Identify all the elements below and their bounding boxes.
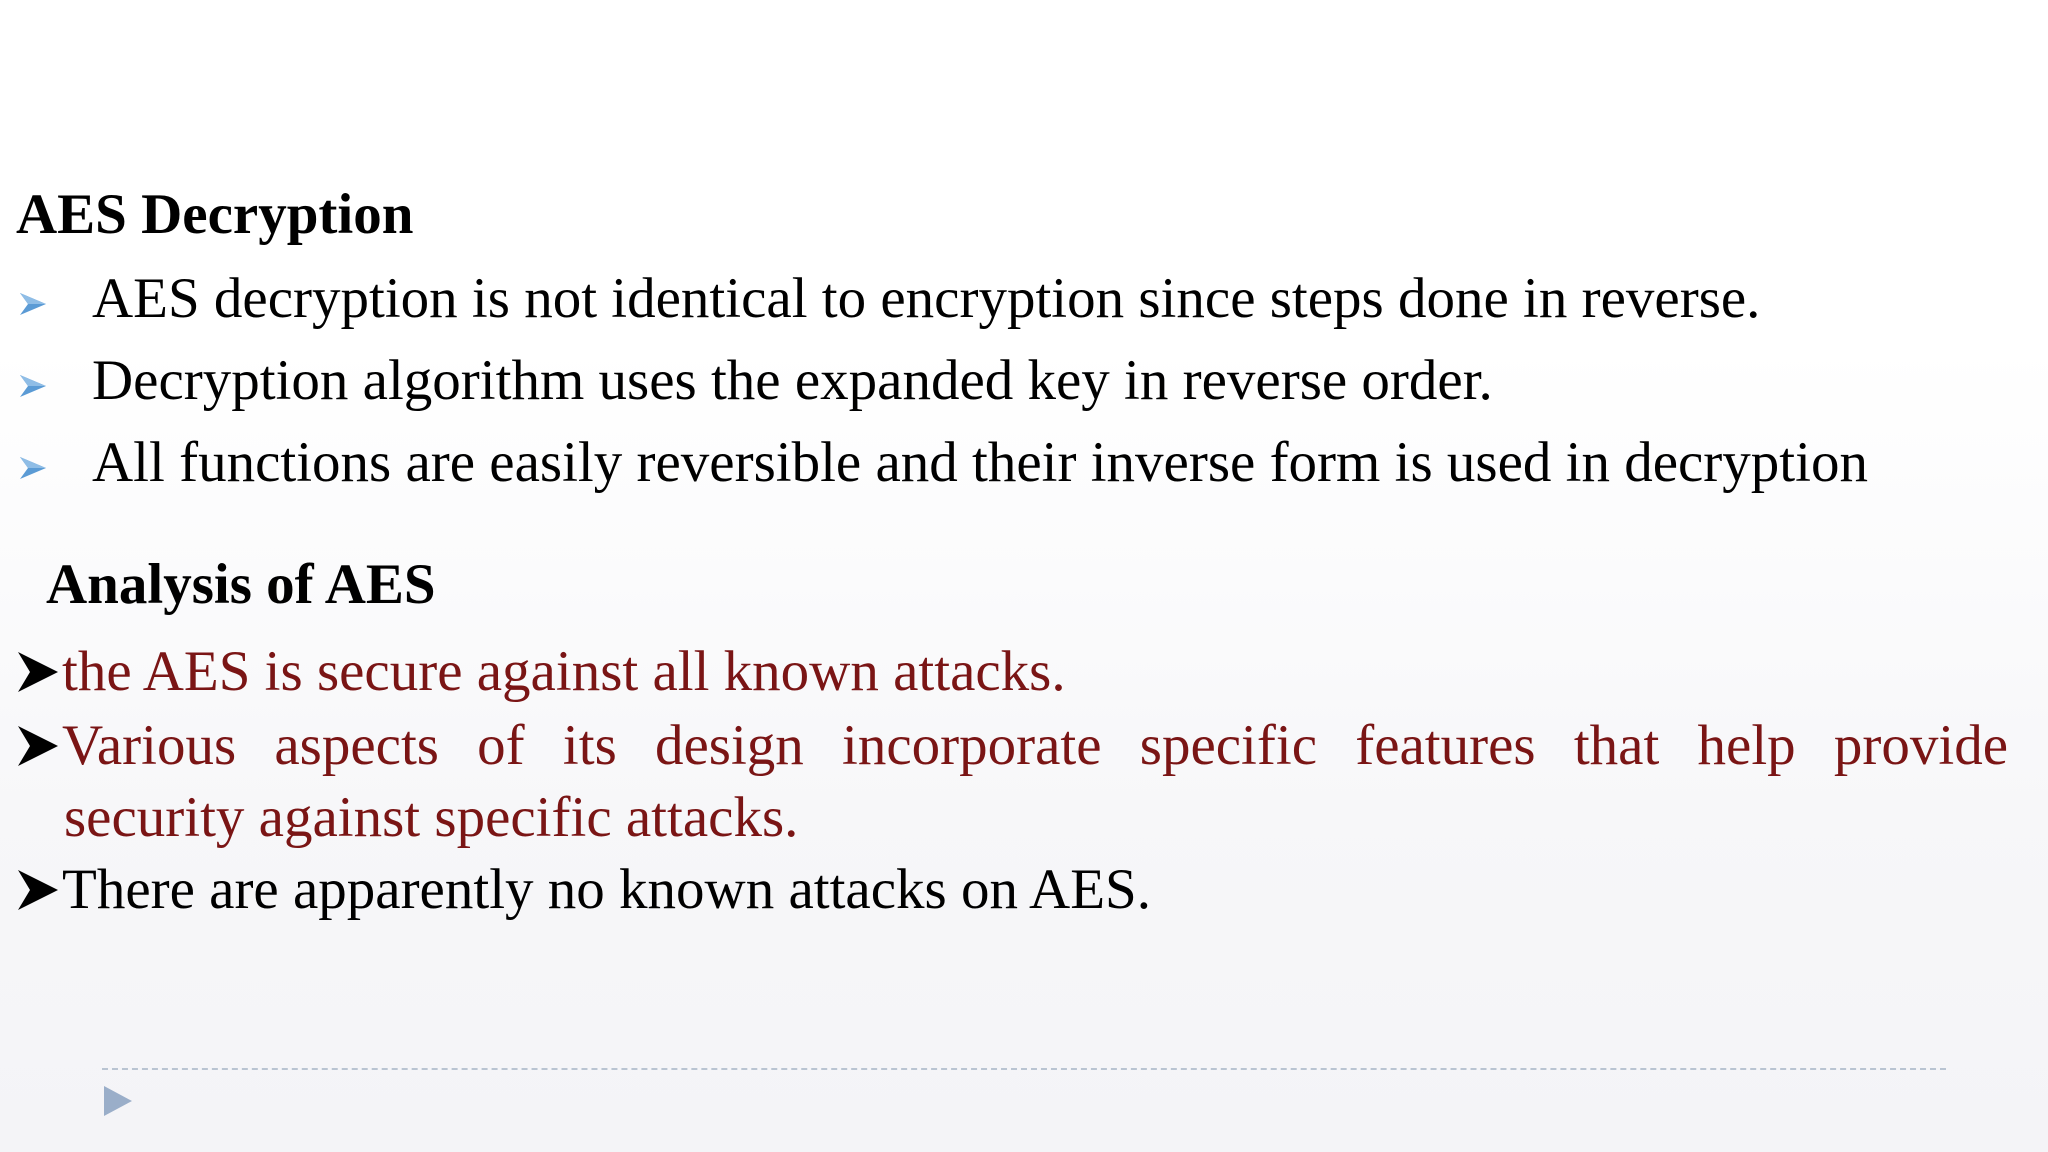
footer-divider: [102, 1068, 1946, 1070]
analysis-text: the AES is secure against all known attacks.: [62, 640, 1066, 703]
bullet-item: [16, 349, 1493, 412]
section-title-analysis-of-aes: Analysis of AES: [46, 553, 436, 616]
analysis-item-marker: [16, 710, 62, 782]
black-arrowhead-icon: [16, 650, 62, 694]
blue-chevron-icon: [16, 371, 56, 401]
analysis-item: [16, 854, 1151, 926]
analysis-item: [16, 636, 1066, 708]
analysis-text-justified: Various aspects of its design incorporate specific features that help provide: [62, 714, 2008, 777]
play-triangle-icon: [102, 1084, 134, 1123]
black-arrowhead-icon: [16, 868, 62, 912]
blue-chevron-icon: [16, 453, 56, 483]
bullet-text: AES decryption is not identical to encryption since steps done in reverse.: [92, 267, 1761, 330]
analysis-text: There are apparently no known attacks on AES.: [62, 858, 1151, 921]
blue-chevron-icon: [16, 289, 56, 319]
bullet-item: [16, 431, 1868, 494]
analysis-text-continuation: security against specific attacks.: [64, 786, 799, 849]
bullet-item: [16, 267, 1761, 330]
black-arrowhead-icon: [16, 724, 62, 768]
section-title-aes-decryption: AES Decryption: [16, 183, 414, 246]
bullet-text: Decryption algorithm uses the expanded key in reverse order.: [92, 349, 1493, 412]
bullet-text: All functions are easily reversible and their inverse form is used in decryption: [92, 431, 1868, 494]
